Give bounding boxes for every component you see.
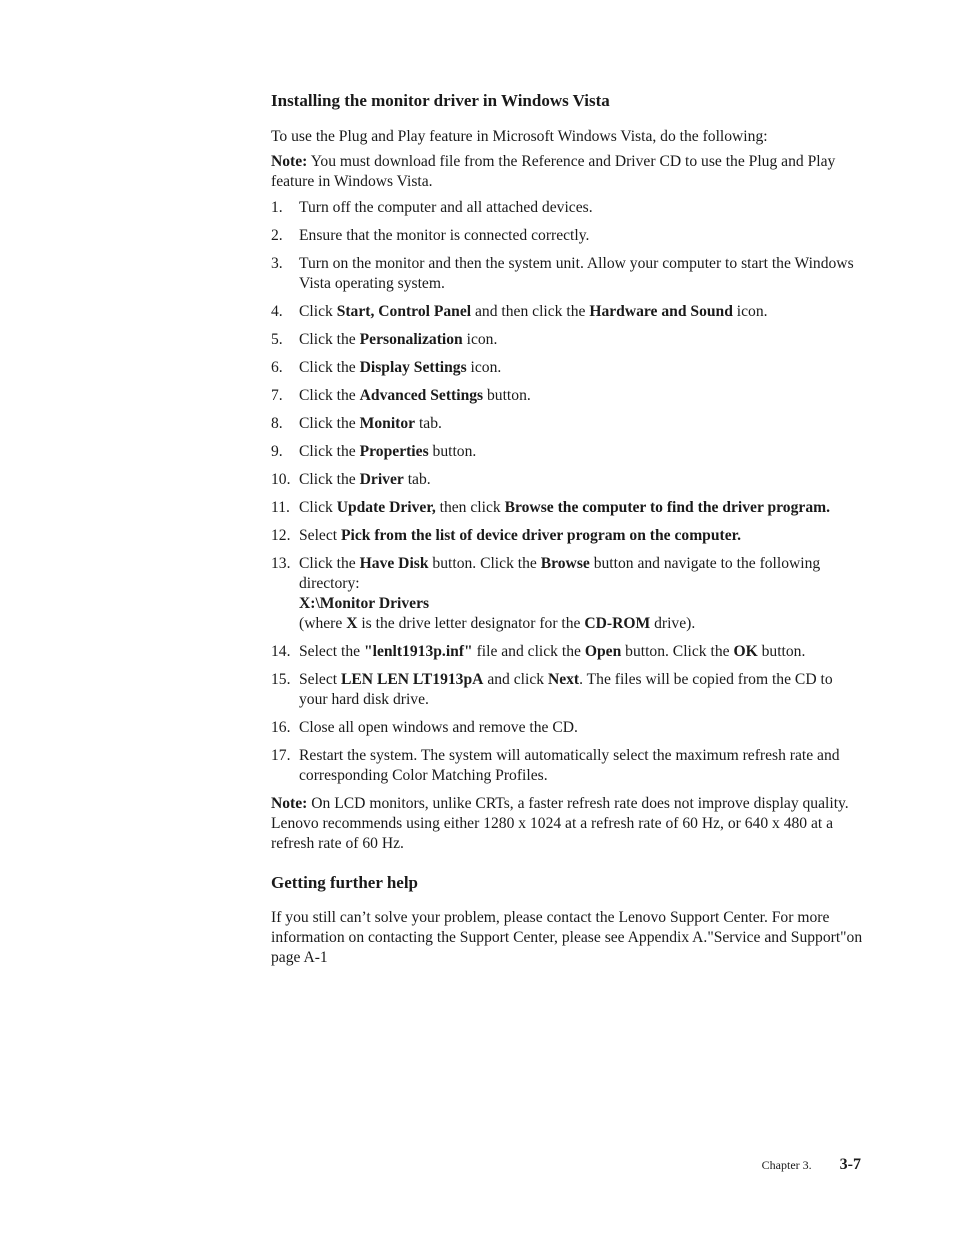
step-emphasis: X:\Monitor Drivers — [299, 595, 430, 612]
step-text — [299, 555, 820, 632]
step-text-segment: button and navigate to the following directory: — [299, 555, 821, 592]
step-text-segment: (where — [299, 615, 347, 632]
page-content — [271, 90, 863, 968]
step-text-segment: button. — [428, 443, 477, 460]
footer-chapter-label: Chapter 3. — [761, 1158, 812, 1172]
step-text-segment: file and click the — [472, 643, 585, 660]
step-number: 7. — [271, 387, 283, 404]
list-item — [271, 358, 863, 378]
step-text — [299, 303, 768, 320]
step-text-segment: button. Click the — [621, 643, 734, 660]
step-number: 9. — [271, 443, 283, 460]
download-note — [271, 152, 863, 192]
section-heading-further-help: Getting further help — [271, 873, 419, 892]
step-text-segment: and click — [483, 671, 548, 688]
step-emphasis: Personalization — [359, 331, 463, 348]
step-text — [299, 359, 501, 376]
step-text-segment: Select — [299, 671, 341, 688]
step-text-segment: then click — [435, 499, 505, 516]
refresh-rate-note — [271, 794, 863, 854]
step-emphasis: Properties — [359, 443, 429, 460]
step-text-segment: tab. — [403, 471, 431, 488]
step-emphasis: Advanced Settings — [359, 387, 484, 404]
step-text-segment: button. — [757, 643, 806, 660]
step-emphasis: LEN LEN LT1913pA — [341, 671, 484, 688]
step-emphasis: Open — [584, 643, 622, 660]
list-item — [271, 642, 863, 662]
list-item — [271, 254, 863, 294]
list-item — [271, 670, 863, 710]
step-text-segment: Click the — [299, 443, 360, 460]
page-footer — [762, 1156, 861, 1174]
step-text-segment: Select — [299, 527, 341, 544]
step-text-segment: Click — [299, 499, 337, 516]
step-number: 11. — [271, 499, 290, 516]
step-text-segment: Click the — [299, 331, 360, 348]
step-number: 10. — [271, 471, 291, 488]
step-number: 12. — [271, 527, 291, 544]
list-item — [271, 302, 863, 322]
step-emphasis: Display Settings — [359, 359, 467, 376]
step-text-segment: . The files will be copied from the CD to your hard disk drive. — [299, 671, 833, 708]
step-number: 1. — [271, 199, 283, 216]
step-emphasis: Next — [547, 671, 580, 688]
step-text-segment: Ensure that the monitor is connected correctly. — [299, 227, 590, 244]
step-text — [299, 255, 854, 292]
list-item — [271, 498, 863, 518]
step-emphasis: Start, Control Panel — [336, 303, 472, 320]
step-number: 15. — [271, 671, 291, 688]
step-text-segment: tab. — [415, 415, 442, 432]
list-item — [271, 526, 863, 546]
note-label: Note: — [271, 153, 308, 170]
step-text-segment: and then click the — [471, 303, 590, 320]
step-number: 4. — [271, 303, 283, 320]
step-text-segment: Click the — [299, 471, 360, 488]
step-text-segment: Click the — [299, 415, 360, 432]
list-item — [271, 198, 863, 218]
step-emphasis: OK — [733, 643, 758, 660]
step-emphasis: "lenlt1913p.inf" — [363, 643, 473, 660]
step-emphasis: Browse — [540, 555, 590, 572]
list-item — [271, 226, 863, 246]
step-text-segment: button. — [483, 387, 531, 404]
list-item — [271, 718, 863, 738]
step-text-segment: is the drive letter designator for the — [357, 615, 585, 632]
further-help-paragraph: If you still can’t solve your problem, please contact the Lenovo Support Center. For more information on contacting the Support Center, please see Appendix A."Service and Support"on page A-1 — [271, 909, 863, 966]
step-text — [299, 671, 833, 708]
step-emphasis: Update Driver, — [336, 499, 436, 516]
step-text — [299, 499, 830, 516]
step-text-segment: icon. — [732, 303, 768, 320]
installation-steps-list — [271, 198, 863, 786]
list-item — [271, 554, 863, 634]
note-text: You must download file from the Reference and Driver CD to use the Plug and Play feature in Windows Vista. — [271, 153, 836, 190]
step-text-segment: Click — [299, 303, 337, 320]
list-item — [271, 414, 863, 434]
step-number: 14. — [271, 643, 291, 660]
step-emphasis: Have Disk — [359, 555, 429, 572]
step-text — [299, 227, 589, 244]
list-item — [271, 470, 863, 490]
step-text-segment: button. Click the — [428, 555, 541, 572]
note-label: Note: — [271, 795, 308, 812]
step-number: 3. — [271, 255, 283, 272]
step-text-segment: Select the — [299, 643, 364, 660]
step-text — [299, 199, 593, 216]
step-text — [299, 415, 442, 432]
section-heading-install-driver: Installing the monitor driver in Windows Vista — [271, 91, 610, 110]
step-emphasis: Hardware and Sound — [589, 303, 733, 320]
step-text-segment: Close all open windows and remove the CD. — [299, 719, 578, 736]
page-number: 3-7 — [839, 1156, 861, 1173]
step-text-segment: icon. — [462, 331, 498, 348]
step-number: 5. — [271, 331, 283, 348]
list-item — [271, 386, 863, 406]
step-number: 16. — [271, 719, 291, 736]
step-number: 13. — [271, 555, 291, 572]
step-text-segment: icon. — [466, 359, 502, 376]
step-emphasis: Browse the computer to find the driver program. — [504, 499, 831, 516]
step-text-segment: Click the — [299, 555, 360, 572]
step-emphasis: CD-ROM — [584, 615, 651, 632]
step-text — [299, 387, 531, 404]
step-text — [299, 527, 741, 544]
step-text-segment: Turn on the monitor and then the system unit. Allow your computer to start the Windows Vista operating system. — [299, 255, 854, 292]
list-item — [271, 442, 863, 462]
step-emphasis: Pick from the list of device driver program on the computer. — [341, 527, 742, 544]
list-item — [271, 746, 863, 786]
step-text — [299, 643, 805, 660]
list-item — [271, 330, 863, 350]
note-text: On LCD monitors, unlike CRTs, a faster refresh rate does not improve display quality. Lenovo recommends using either 1280 x 1024 at a refresh rate of 60 Hz, or 640 x 480 at a refresh rate of 60 Hz. — [271, 795, 849, 852]
step-text-segment: Click the — [299, 387, 360, 404]
step-text — [299, 443, 476, 460]
step-text-segment: Restart the system. The system will automatically select the maximum refresh rate and corresponding Color Matching Profiles. — [299, 747, 840, 784]
step-text — [299, 719, 578, 736]
step-emphasis: Driver — [359, 471, 404, 488]
step-text-segment: drive). — [650, 615, 696, 632]
step-text-segment: Click the — [299, 359, 360, 376]
step-text — [299, 331, 497, 348]
step-text — [299, 471, 431, 488]
step-text-segment: Turn off the computer and all attached devices. — [299, 199, 593, 216]
step-text — [299, 747, 840, 784]
step-number: 8. — [271, 415, 283, 432]
step-emphasis: X — [346, 615, 358, 632]
step-emphasis: Monitor — [359, 415, 416, 432]
intro-paragraph: To use the Plug and Play feature in Microsoft Windows Vista, do the following: — [271, 128, 768, 145]
step-number: 17. — [271, 747, 291, 764]
step-number: 6. — [271, 359, 283, 376]
step-number: 2. — [271, 227, 283, 244]
